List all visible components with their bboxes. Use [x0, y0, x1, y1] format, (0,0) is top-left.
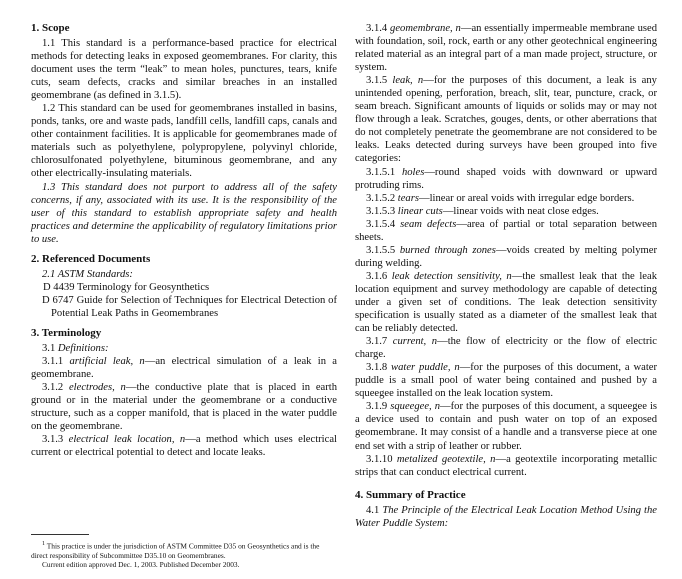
- def-3-1-5-3: 3.1.5.3 linear cuts—linear voids with neat close edges.: [366, 205, 599, 217]
- footnote-line-2: Current edition approved Dec. 1, 2003. Published December 2003.: [42, 560, 240, 570]
- def-3-1-4: 3.1.4 geomembrane, n—an essentially impermeable membrane used with foundation, soil, rock, earth or any other geotechnical engineering related material as an integral part of a man made project, structure, or system.: [355, 23, 657, 74]
- def-3-1-3: 3.1.3 electrical leak location, n—a method which uses electrical current or electrical potential to detect and locate leaks.: [31, 434, 337, 459]
- def-3-1-5-2: 3.1.5.2 tears—linear or areal voids with irregular edge borders.: [366, 192, 635, 204]
- para-4-1: 4.1 The Principle of the Electrical Leak Location Method Using the Water Puddle System:: [355, 504, 657, 529]
- footnote: [31, 540, 337, 569]
- ref-d4439: D 4439 Terminology for Geosynthetics: [43, 281, 210, 293]
- def-3-1-1: 3.1.1 artificial leak, n—an electrical simulation of a leak in a geomembrane.: [31, 355, 337, 381]
- para-1-3: [31, 181, 337, 246]
- def-3-1-7: 3.1.7 current, n—the flow of electricity or the flow of electric charge.: [355, 336, 657, 361]
- def-3-1-8: 3.1.8 water puddle, n—for the purposes of this document, a water puddle is a small pool of water being contained and pushed by a squeegee installed on the leak location system.: [355, 362, 657, 400]
- footnote-divider: [31, 534, 89, 535]
- para-3-1: 3.1 Definitions:: [42, 342, 109, 354]
- def-3-1-6: 3.1.6 leak detection sensitivity, n—the smallest leak that the leak location equipment and survey methodology are capable of detecting under a given set of conditions. The leak detection sensitivity specification is usually stated as a diameter of the smallest leak that can be reliably detected.: [355, 270, 657, 335]
- left-column: [31, 16, 337, 459]
- terminology-heading: 3. Terminology: [31, 326, 102, 339]
- scope-heading: 1. Scope: [31, 22, 70, 34]
- para-1-1: 1.1 This standard is a performance-based practice for electrical methods for detecting leaks in exposed geomembranes. For clarity, this document uses the term “leak” to mean holes, punctures, tears, knife cuts, seam defects, cracks and similar breaches in an installed geomembrane (as defined in 3.1.5).: [31, 38, 337, 102]
- referenced-documents-heading: 2. Referenced Documents: [31, 252, 151, 265]
- para-2-1: 2.1 ASTM Standards:: [42, 268, 133, 280]
- def-3-1-10: 3.1.10 metalized geotextile, n—a geotextile incorporating metallic strips that can conduct electrical current.: [355, 453, 657, 478]
- right-column: [355, 22, 657, 530]
- def-3-1-5-5: 3.1.5.5 burned through zones—voids created by melting polymer during welding.: [355, 244, 657, 269]
- def-3-1-5-4: 3.1.5.4 seam defects—area of partial or total separation between sheets.: [355, 218, 658, 243]
- footnote-line-1: $^1$ This practice is under the jurisdiction of ASTM Committee D35 on Geosynthetics and is the direct responsibility of Subcommittee D35.10 on Geomembranes.: [31, 541, 320, 560]
- def-3-1-9: 3.1.9 squeegee, n—for the purposes of this document, a squeegee is a device used to contain and push water on top of an exposed geomembrane. It may consist of a handle and a transverse piece at one end set with a strip of leather or rubber.: [355, 401, 658, 452]
- para-1-3-text: 1.3 This standard does not purport to address all of the safety concerns, if any, associated with its use. It is the responsibility of the user of this standard to establish appropriate safety and health practices and determine the applicability of regulatory limitations prior to use.: [31, 181, 337, 245]
- ref-d6747: D 6747 Guide for Selection of Techniques for Electrical Detection of Potential Leak Paths in Geomembranes: [42, 294, 337, 319]
- def-3-1-5: 3.1.5 leak, n—for the purposes of this document, a leak is any unintended opening, perforation, breach, slit, tear, puncture, crack, or seam breach. Significant amounts of liquids or solids may or may not flow through a leak. Scratches, gouges, dents, or other aberrations that do not completely penetrate the geomembrane are not considered to be leaks. Leaks detected during surveys have been grouped into five categories:: [355, 75, 657, 165]
- def-3-1-2: 3.1.2 electrodes, n—the conductive plate that is placed in earth ground or in the material under the geomembrane or a conductive structure, such as a copper manifold, that is placed in the water puddle on the geomembrane.: [31, 382, 337, 433]
- para-1-2: 1.2 This standard can be used for geomembranes installed in basins, ponds, tanks, ore and waste pads, landfill cells, landfill caps, canals and other containment facilities. It is applicable for geomembranes made of materials such as polyethylene, polypropylene, polyvinyl chloride, chlorosulfonated polyethylene, bituminous geomembrane, and any other electrically-insulating materials.: [31, 103, 337, 180]
- def-3-1-5-1: 3.1.5.1 holes—round shaped voids with downward or upward protruding rims.: [355, 166, 658, 191]
- summary-heading: 4. Summary of Practice: [355, 488, 466, 501]
